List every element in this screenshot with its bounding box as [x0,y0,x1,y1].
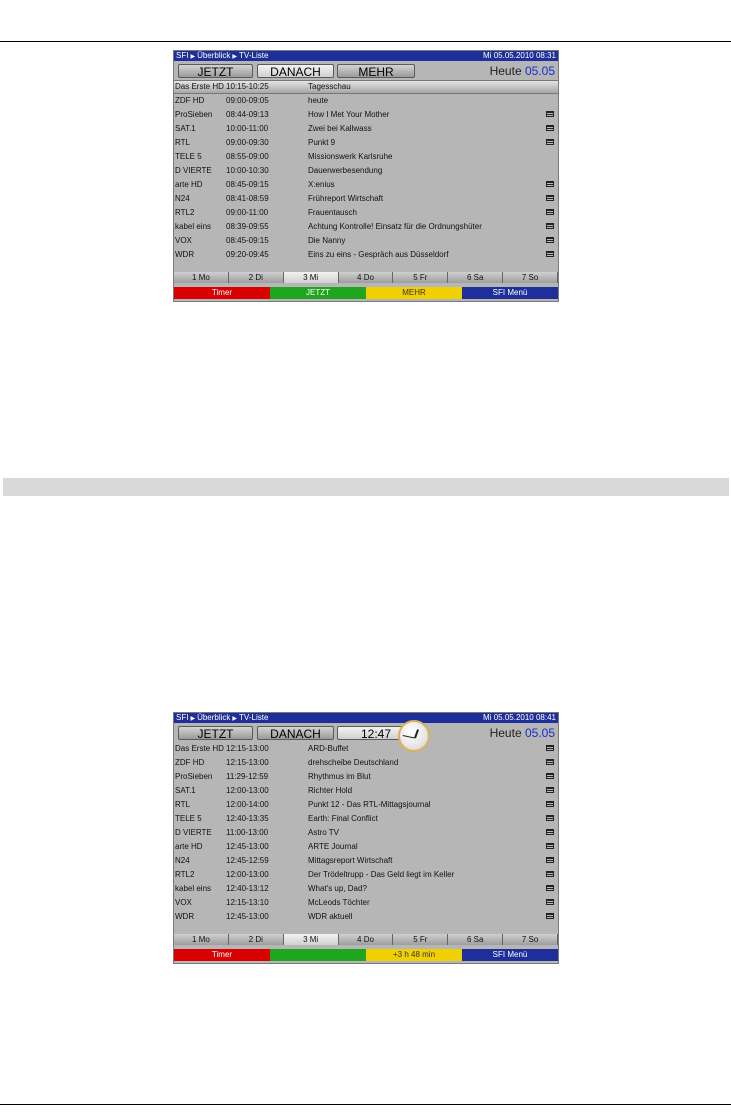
day-button-mo[interactable]: 1 Mo [174,272,229,283]
breadcrumb-arrow-icon: ▶ [190,54,196,60]
channel-name: Das Erste HD [175,744,224,753]
day-button-sa[interactable]: 6 Sa [448,272,503,283]
program-time: 09:00-11:00 [226,208,269,217]
channel-name: RTL [175,138,190,147]
green-button-jetzt[interactable]: JETZT [270,287,366,299]
epg-info-icon [546,745,554,751]
program-time: 12:15-13:10 [226,898,269,907]
program-title: Mittagsreport Wirtschaft [308,856,393,865]
program-title: Punkt 9 [308,138,336,147]
channel-name: TELE 5 [175,814,202,823]
program-time: 08:39-09:55 [226,222,269,231]
epg-info-icon [546,787,554,793]
epg-info-icon [546,871,554,877]
channel-name: arte HD [175,842,203,851]
program-title: X:enius [308,180,335,189]
day-button-mo[interactable]: 1 Mo [174,934,229,945]
epg-info-icon [546,801,554,807]
program-title: drehscheibe Deutschland [308,758,399,767]
program-title: Rhythmus im Blut [308,772,371,781]
program-row[interactable] [174,868,558,882]
tab-jetzt[interactable]: JETZT [178,726,253,740]
program-row[interactable] [174,122,558,136]
program-time: 12:00-13:00 [226,786,269,795]
breadcrumb-sfi[interactable]: SFI [176,713,189,722]
program-title: Tagesschau [308,82,351,91]
program-row[interactable] [174,206,558,220]
program-row[interactable] [174,192,558,206]
today-label: Heute [489,726,522,740]
today-date: 05.05 [524,726,555,740]
red-button-timer[interactable]: Timer [174,949,270,961]
program-time: 12:45-13:00 [226,842,269,851]
program-time: 10:00-11:00 [226,124,269,133]
program-time: 08:44-09:13 [226,110,269,119]
tab-danach[interactable]: DANACH [257,726,334,740]
channel-name: VOX [175,236,192,245]
epg-info-icon [546,829,554,835]
channel-name: RTL2 [175,870,195,879]
channel-name: kabel eins [175,884,212,893]
program-row[interactable] [174,896,558,910]
breadcrumb-tv-list: TV-Liste [239,51,269,60]
program-time: 11:29-12:59 [226,772,269,781]
program-time: 08:41-08:59 [226,194,269,203]
breadcrumb-overview[interactable]: Überblick [197,51,231,60]
title-bar [174,51,558,61]
program-title: Frauentausch [308,208,357,217]
breadcrumb-overview[interactable]: Überblick [197,713,231,722]
epg-info-icon [546,181,554,187]
yellow-button-time-offset[interactable]: +3 h 48 min [366,949,462,961]
channel-name: D VIERTE [175,166,212,175]
program-row[interactable] [174,178,558,192]
day-button-fr[interactable]: 5 Fr [393,934,448,945]
day-bar [174,934,558,945]
day-button-sa[interactable]: 6 Sa [448,934,503,945]
tab-mehr[interactable]: MEHR [337,64,415,78]
today-date: 05.05 [524,64,555,78]
blue-button-sfi-menu[interactable]: SFI Menü [462,949,558,961]
channel-name: RTL [175,800,190,809]
channel-name: TELE 5 [175,152,202,161]
epg-info-icon [546,815,554,821]
program-time: 08:45-09:15 [226,236,269,245]
channel-name: Das Erste HD [175,82,224,91]
day-bar [174,272,558,283]
program-row[interactable] [174,234,558,248]
page-header-rule [0,41,731,42]
epg-info-icon [546,843,554,849]
day-button-mi[interactable]: 3 Mi [284,272,339,283]
breadcrumb [176,51,268,61]
epg-info-icon [546,223,554,229]
blue-button-sfi-menu[interactable]: SFI Menü [462,287,558,299]
tv-list-screen-now [173,50,559,302]
program-row[interactable] [174,910,558,924]
program-row[interactable] [174,742,558,756]
program-row[interactable] [174,220,558,234]
program-time: 12:00-14:00 [226,800,269,809]
channel-name: kabel eins [175,222,212,231]
program-title: Die Nanny [308,236,346,245]
section-band [3,478,729,496]
channel-name: ProSieben [175,110,213,119]
color-key-bar [174,949,558,961]
datetime: Mi 05.05.2010 08:31 [483,51,556,60]
program-time: 09:00-09:30 [226,138,269,147]
day-button-so[interactable]: 7 So [503,272,558,283]
program-time: 12:45-12:59 [226,856,269,865]
epg-info-icon [546,139,554,145]
red-button-timer[interactable]: Timer [174,287,270,299]
day-button-do[interactable]: 4 Do [339,272,394,283]
breadcrumb-arrow-icon: ▶ [232,54,238,60]
program-row[interactable] [174,854,558,868]
channel-name: RTL2 [175,208,195,217]
title-bar [174,713,558,723]
program-title: Eins zu eins - Gespräch aus Düsseldorf [308,250,449,259]
epg-info-icon [546,195,554,201]
channel-name: VOX [175,898,192,907]
program-row[interactable] [174,812,558,826]
today-indicator [490,726,555,740]
program-row[interactable] [174,164,558,178]
epg-info-icon [546,913,554,919]
program-title: Richter Hold [308,786,353,795]
day-button-do[interactable]: 4 Do [339,934,394,945]
program-row[interactable] [174,770,558,784]
program-list [174,80,558,262]
program-title: Frühreport Wirtschaft [308,194,384,203]
channel-name: ProSieben [175,772,213,781]
program-time: 10:15-10:25 [226,82,269,91]
program-time: 10:00-10:30 [226,166,269,175]
program-title: Punkt 12 - Das RTL-Mittagsjournal [308,800,431,809]
program-title: WDR aktuell [308,912,353,921]
epg-info-icon [546,857,554,863]
program-title: Earth: Final Conflict [308,814,378,823]
channel-name: N24 [175,194,190,203]
channel-name: D VIERTE [175,828,212,837]
epg-info-icon [546,773,554,779]
program-row[interactable] [174,826,558,840]
epg-info-icon [546,125,554,131]
channel-name: SAT.1 [175,124,196,133]
program-row[interactable] [174,798,558,812]
program-row[interactable] [174,136,558,150]
program-time: 08:45-09:15 [226,180,269,189]
program-title: Zwei bei Kallwass [308,124,372,133]
green-button[interactable] [270,949,366,961]
day-button-di[interactable]: 2 Di [229,272,284,283]
program-time: 12:00-13:00 [226,870,269,879]
program-title: What's up, Dad? [308,884,367,893]
channel-name: SAT.1 [175,786,196,795]
tab-row [174,723,558,742]
channel-name: ZDF HD [175,758,205,767]
program-title: heute [308,96,329,105]
day-button-fr[interactable]: 5 Fr [393,272,448,283]
channel-name: arte HD [175,180,203,189]
program-title: Missionswerk Karlsruhe [308,152,393,161]
day-button-so[interactable]: 7 So [503,934,558,945]
program-list [174,742,558,924]
breadcrumb-arrow-icon: ▶ [190,716,196,722]
breadcrumb-sfi[interactable]: SFI [176,51,189,60]
channel-name: ZDF HD [175,96,205,105]
day-button-di[interactable]: 2 Di [229,934,284,945]
epg-info-icon [546,251,554,257]
program-row[interactable] [174,840,558,854]
tv-list-screen-time [173,712,559,964]
program-row[interactable] [174,248,558,262]
epg-info-icon [546,899,554,905]
yellow-button-mehr[interactable]: MEHR [366,287,462,299]
program-time: 08:55-09:00 [226,152,269,161]
breadcrumb [176,713,268,723]
today-label: Heute [489,64,522,78]
epg-info-icon [546,111,554,117]
breadcrumb-tv-list: TV-Liste [239,713,269,722]
program-time: 12:45-13:00 [226,912,269,921]
program-row[interactable] [174,784,558,798]
program-title: Astro TV [308,828,339,837]
channel-name: WDR [175,250,195,259]
epg-info-icon [546,885,554,891]
program-title: Dauerwerbesendung [308,166,383,175]
program-title: Der Trödeltrupp - Das Geld liegt im Keller [308,870,455,879]
channel-name: N24 [175,856,190,865]
page-footer-rule [0,1104,731,1105]
epg-info-icon [546,237,554,243]
tab-jetzt[interactable]: JETZT [178,64,253,78]
program-time: 12:40-13:12 [226,884,269,893]
program-title: ARTE Journal [308,842,358,851]
program-row[interactable] [174,108,558,122]
program-row[interactable] [174,94,558,108]
program-title: How I Met Your Mother [308,110,390,119]
epg-info-icon [546,209,554,215]
program-time: 12:15-13:00 [226,744,269,753]
tab-time[interactable]: 12:47 [337,726,415,740]
program-time: 11:00-13:00 [226,828,269,837]
program-time: 09:00-09:05 [226,96,269,105]
program-title: McLeods Töchter [308,898,370,907]
program-title: Achtung Kontrolle! Einsatz für die Ordnungshüter [308,222,482,231]
program-row[interactable] [174,80,558,94]
color-key-bar [174,287,558,299]
program-row[interactable] [174,756,558,770]
program-time: 12:15-13:00 [226,758,269,767]
program-time: 12:40-13:35 [226,814,269,823]
day-button-mi[interactable]: 3 Mi [284,934,339,945]
epg-info-icon [546,759,554,765]
program-row[interactable] [174,150,558,164]
program-title: ARD-Buffet [308,744,349,753]
channel-name: WDR [175,912,195,921]
datetime: Mi 05.05.2010 08:41 [483,713,556,722]
today-indicator [490,64,555,78]
tab-row [174,61,558,80]
program-row[interactable] [174,882,558,896]
program-time: 09:20-09:45 [226,250,269,259]
tab-danach[interactable]: DANACH [257,64,334,78]
breadcrumb-arrow-icon: ▶ [232,716,238,722]
